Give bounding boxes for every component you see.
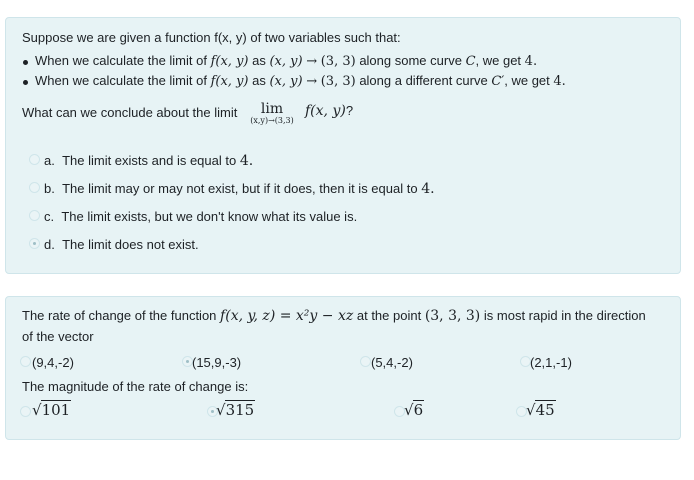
- option-c[interactable]: [44, 209, 357, 224]
- radicand: 45: [535, 401, 555, 419]
- option-letter: c.: [44, 209, 55, 224]
- option-value: 4.: [239, 153, 254, 169]
- option-text: The limit exists and is equal to: [62, 153, 237, 168]
- vector-option-1-radio[interactable]: [20, 356, 31, 367]
- option-text: The limit may or may not exist, but if it does, then it is equal to: [62, 181, 418, 196]
- magnitude-option-3[interactable]: [404, 401, 424, 419]
- sqrt-expression: [32, 401, 71, 419]
- magnitude-option-1[interactable]: [32, 401, 71, 419]
- vector-option-2[interactable]: (15,9,-3): [192, 355, 242, 370]
- sqrt-expression: [526, 401, 556, 419]
- option-a[interactable]: [44, 153, 253, 169]
- question-1-card: [5, 17, 681, 274]
- option-b[interactable]: [44, 181, 435, 197]
- sqrt-symbol: √: [526, 401, 536, 419]
- q1-bullet-2: [35, 73, 566, 89]
- vector-option-1[interactable]: (9,4,-2): [32, 355, 74, 370]
- question-2-card: [5, 296, 681, 440]
- b1-func: f(x, y): [210, 54, 249, 69]
- vector-option-4[interactable]: (2,1,-1): [530, 355, 572, 370]
- magnitude-option-4[interactable]: [526, 401, 556, 419]
- b2-text4: , we get: [504, 73, 550, 88]
- q1-question: [22, 105, 237, 120]
- sqrt-expression: [216, 401, 255, 419]
- b2-text1: When we calculate the limit of: [35, 73, 207, 88]
- vector-option-3[interactable]: (5,4,-2): [371, 355, 413, 370]
- option-c-radio[interactable]: [29, 210, 40, 221]
- b1-xy: (x, y): [269, 54, 303, 69]
- option-d[interactable]: [44, 237, 199, 252]
- b1-value: 4.: [524, 54, 538, 69]
- radicand: 6: [413, 401, 424, 419]
- sqrt-symbol: √: [404, 401, 414, 419]
- magnitude-option-1-radio[interactable]: [20, 406, 31, 417]
- b1-text4: , we get: [475, 53, 522, 68]
- q1-intro-text: Suppose we are given a function f(x, y) of two variables such that:: [22, 30, 401, 45]
- q1-bullet-1: [35, 53, 537, 69]
- b2-xy: (x, y): [269, 74, 303, 89]
- q2-text3: is most rapid in the direction: [483, 308, 646, 323]
- b1-arrow: →: [306, 54, 318, 69]
- radicand: 315: [225, 401, 255, 419]
- q1-intro: [22, 30, 401, 45]
- b2-func: f(x, y): [210, 74, 249, 89]
- option-text: The limit does not exist.: [62, 237, 199, 252]
- limit-expression: [243, 102, 301, 126]
- b1-point: (3, 3): [320, 54, 356, 69]
- q1-func: f(x, y): [305, 103, 346, 119]
- option-value: 4.: [421, 181, 435, 197]
- b1-curve: C: [465, 54, 476, 69]
- option-b-radio[interactable]: [29, 182, 40, 193]
- magnitude-label: The magnitude of the rate of change is:: [22, 379, 249, 394]
- option-letter: a.: [44, 153, 55, 168]
- bullet-dot: [23, 60, 28, 65]
- option-d-radio[interactable]: [29, 238, 40, 249]
- q2-text4: of the vector: [22, 329, 94, 344]
- b2-arrow: →: [306, 74, 318, 89]
- radicand: 101: [41, 401, 71, 419]
- q1-question-func: [305, 103, 353, 119]
- sqrt-expression: [404, 401, 424, 419]
- q2-point: (3, 3, 3): [424, 308, 481, 324]
- b2-value: 4.: [553, 74, 566, 89]
- bullet-dot: [23, 80, 28, 85]
- q2-text1: The rate of change of the function: [22, 308, 217, 323]
- b2-text2: as: [252, 73, 266, 88]
- sqrt-symbol: √: [32, 401, 42, 419]
- q2-function: f(x, y, z) = x²y − xz: [220, 308, 354, 324]
- b1-text2: as: [252, 53, 266, 68]
- q1-qmark: ?: [345, 103, 354, 118]
- vector-option-3-radio[interactable]: [360, 356, 371, 367]
- q2-text2: at the point: [356, 308, 422, 323]
- option-text: The limit exists, but we don't know what its value is.: [61, 209, 358, 224]
- b2-curve: C′: [491, 74, 505, 89]
- lim-word: lim: [260, 101, 284, 117]
- q2-prompt-line1: [22, 308, 646, 324]
- b2-text3: along a different curve: [359, 73, 488, 88]
- lim-subscript: (x,y)→(3,3): [250, 116, 294, 125]
- option-letter: d.: [44, 237, 55, 252]
- b1-text1: When we calculate the limit of: [35, 53, 207, 68]
- q2-prompt-line2: [22, 329, 94, 344]
- option-letter: b.: [44, 181, 55, 196]
- magnitude-option-2[interactable]: [216, 401, 255, 419]
- b1-text3: along some curve: [359, 53, 462, 68]
- b2-point: (3, 3): [320, 74, 356, 89]
- q1-question-text: What can we conclude about the limit: [22, 105, 238, 120]
- sqrt-symbol: √: [216, 401, 226, 419]
- option-a-radio[interactable]: [29, 154, 40, 165]
